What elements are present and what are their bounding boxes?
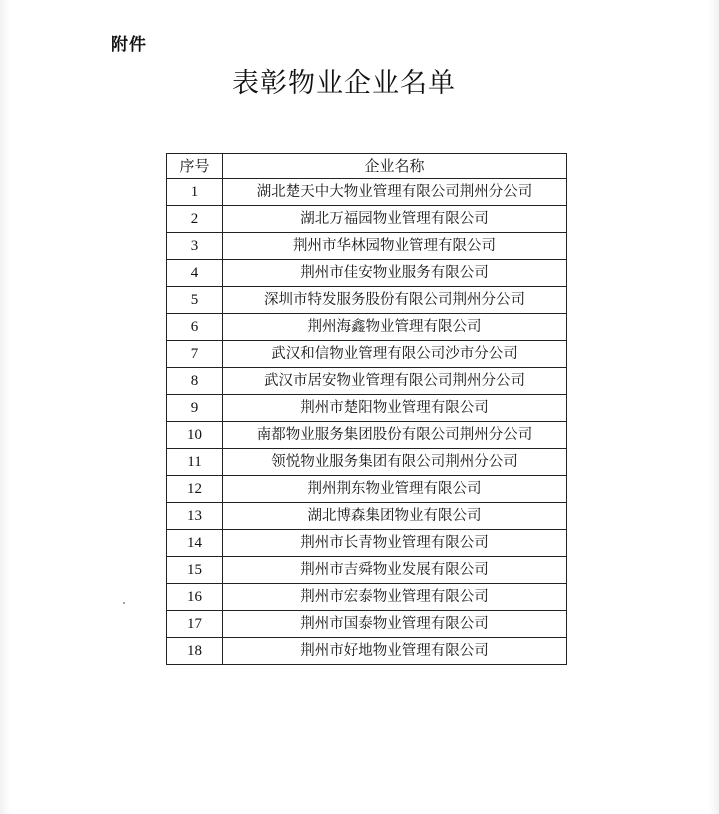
header-company-name: 企业名称	[223, 154, 567, 179]
company-list-table	[166, 153, 566, 665]
row-company-name: 荆州市华林园物业管理有限公司	[223, 233, 567, 260]
table-row	[167, 638, 567, 665]
row-serial-number: 15	[167, 557, 223, 584]
row-company-name: 荆州市佳安物业服务有限公司	[223, 260, 567, 287]
row-company-name: 荆州市好地物业管理有限公司	[223, 638, 567, 665]
row-serial-number: 1	[167, 179, 223, 206]
table-row	[167, 395, 567, 422]
row-serial-number: 8	[167, 368, 223, 395]
row-company-name: 荆州市国泰物业管理有限公司	[223, 611, 567, 638]
row-serial-number: 2	[167, 206, 223, 233]
row-serial-number: 6	[167, 314, 223, 341]
row-serial-number: 14	[167, 530, 223, 557]
table-row	[167, 206, 567, 233]
row-company-name: 荆州海鑫物业管理有限公司	[223, 314, 567, 341]
row-serial-number: 12	[167, 476, 223, 503]
row-company-name: 荆州市宏泰物业管理有限公司	[223, 584, 567, 611]
row-company-name: 领悦物业服务集团有限公司荆州分公司	[223, 449, 567, 476]
row-serial-number: 18	[167, 638, 223, 665]
table-row	[167, 503, 567, 530]
page-title: 表彰物业企业名单	[232, 68, 456, 99]
row-company-name: 荆州市楚阳物业管理有限公司	[223, 395, 567, 422]
table-row	[167, 530, 567, 557]
row-serial-number: 16	[167, 584, 223, 611]
row-serial-number: 10	[167, 422, 223, 449]
row-company-name: 湖北万福园物业管理有限公司	[223, 206, 567, 233]
row-serial-number: 7	[167, 341, 223, 368]
table-row	[167, 314, 567, 341]
row-serial-number: 9	[167, 395, 223, 422]
table-row	[167, 584, 567, 611]
scan-speck	[123, 602, 125, 604]
row-company-name: 深圳市特发服务股份有限公司荆州分公司	[223, 287, 567, 314]
table-row	[167, 557, 567, 584]
row-company-name: 南都物业服务集团股份有限公司荆州分公司	[223, 422, 567, 449]
row-serial-number: 4	[167, 260, 223, 287]
table-row	[167, 422, 567, 449]
table-row	[167, 449, 567, 476]
row-company-name: 荆州荆东物业管理有限公司	[223, 476, 567, 503]
row-serial-number: 17	[167, 611, 223, 638]
table-row	[167, 233, 567, 260]
row-company-name: 荆州市吉舜物业发展有限公司	[223, 557, 567, 584]
row-serial-number: 3	[167, 233, 223, 260]
row-company-name: 武汉市居安物业管理有限公司荆州分公司	[223, 368, 567, 395]
row-company-name: 荆州市长青物业管理有限公司	[223, 530, 567, 557]
row-company-name: 武汉和信物业管理有限公司沙市分公司	[223, 341, 567, 368]
row-serial-number: 5	[167, 287, 223, 314]
row-serial-number: 13	[167, 503, 223, 530]
table-body	[167, 179, 567, 665]
header-serial-number: 序号	[167, 154, 223, 179]
table-row	[167, 260, 567, 287]
table-header-row	[167, 154, 567, 179]
table-row	[167, 287, 567, 314]
table-row	[167, 179, 567, 206]
row-company-name: 湖北博森集团物业有限公司	[223, 503, 567, 530]
table-row	[167, 368, 567, 395]
attachment-label: 附件	[111, 35, 147, 55]
row-company-name: 湖北楚天中大物业管理有限公司荆州分公司	[223, 179, 567, 206]
table-row	[167, 341, 567, 368]
table-row	[167, 611, 567, 638]
table	[166, 153, 567, 665]
row-serial-number: 11	[167, 449, 223, 476]
table-row	[167, 476, 567, 503]
